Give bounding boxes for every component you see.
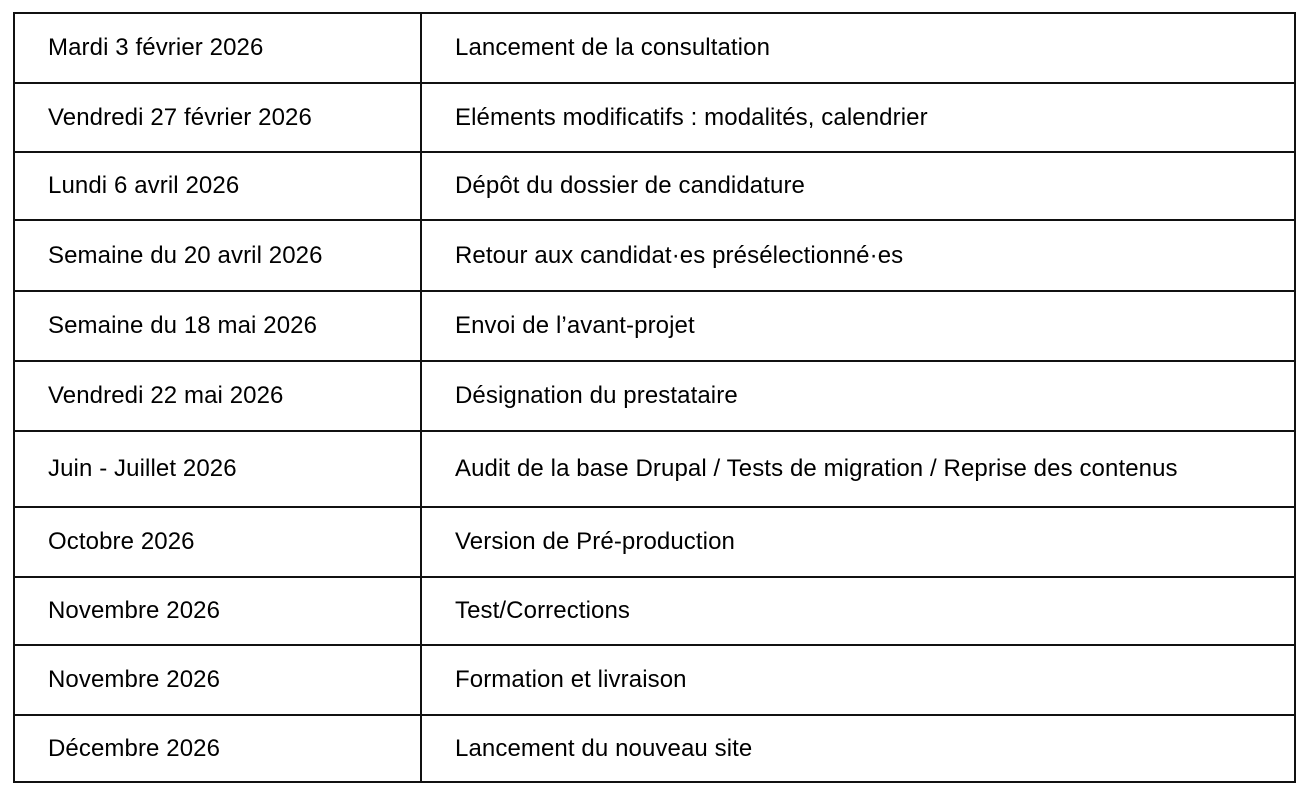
event-cell: Version de Pré-production — [421, 507, 1295, 577]
date-cell: Vendredi 22 mai 2026 — [14, 361, 421, 431]
schedule-table-body — [14, 13, 1295, 782]
event-cell: Dépôt du dossier de candidature — [421, 152, 1295, 220]
event-cell: Audit de la base Drupal / Tests de migration / Reprise des contenus — [421, 431, 1295, 507]
table-row — [14, 220, 1295, 291]
table-row — [14, 645, 1295, 715]
table-row — [14, 715, 1295, 782]
table-row — [14, 431, 1295, 507]
date-cell: Semaine du 18 mai 2026 — [14, 291, 421, 361]
table-row — [14, 577, 1295, 645]
date-cell: Vendredi 27 février 2026 — [14, 83, 421, 152]
table-row — [14, 361, 1295, 431]
table-row — [14, 13, 1295, 83]
event-cell: Envoi de l’avant-projet — [421, 291, 1295, 361]
schedule-table — [13, 12, 1296, 783]
table-row — [14, 152, 1295, 220]
event-cell: Eléments modificatifs : modalités, calendrier — [421, 83, 1295, 152]
event-cell: Formation et livraison — [421, 645, 1295, 715]
date-cell: Mardi 3 février 2026 — [14, 13, 421, 83]
event-cell: Retour aux candidat·es présélectionné·es — [421, 220, 1295, 291]
date-cell: Octobre 2026 — [14, 507, 421, 577]
table-row — [14, 507, 1295, 577]
date-cell: Décembre 2026 — [14, 715, 421, 782]
event-cell: Test/Corrections — [421, 577, 1295, 645]
table-row — [14, 291, 1295, 361]
table-row — [14, 83, 1295, 152]
date-cell: Semaine du 20 avril 2026 — [14, 220, 421, 291]
event-cell: Désignation du prestataire — [421, 361, 1295, 431]
event-cell: Lancement de la consultation — [421, 13, 1295, 83]
event-cell: Lancement du nouveau site — [421, 715, 1295, 782]
date-cell: Juin - Juillet 2026 — [14, 431, 421, 507]
date-cell: Lundi 6 avril 2026 — [14, 152, 421, 220]
date-cell: Novembre 2026 — [14, 645, 421, 715]
date-cell: Novembre 2026 — [14, 577, 421, 645]
